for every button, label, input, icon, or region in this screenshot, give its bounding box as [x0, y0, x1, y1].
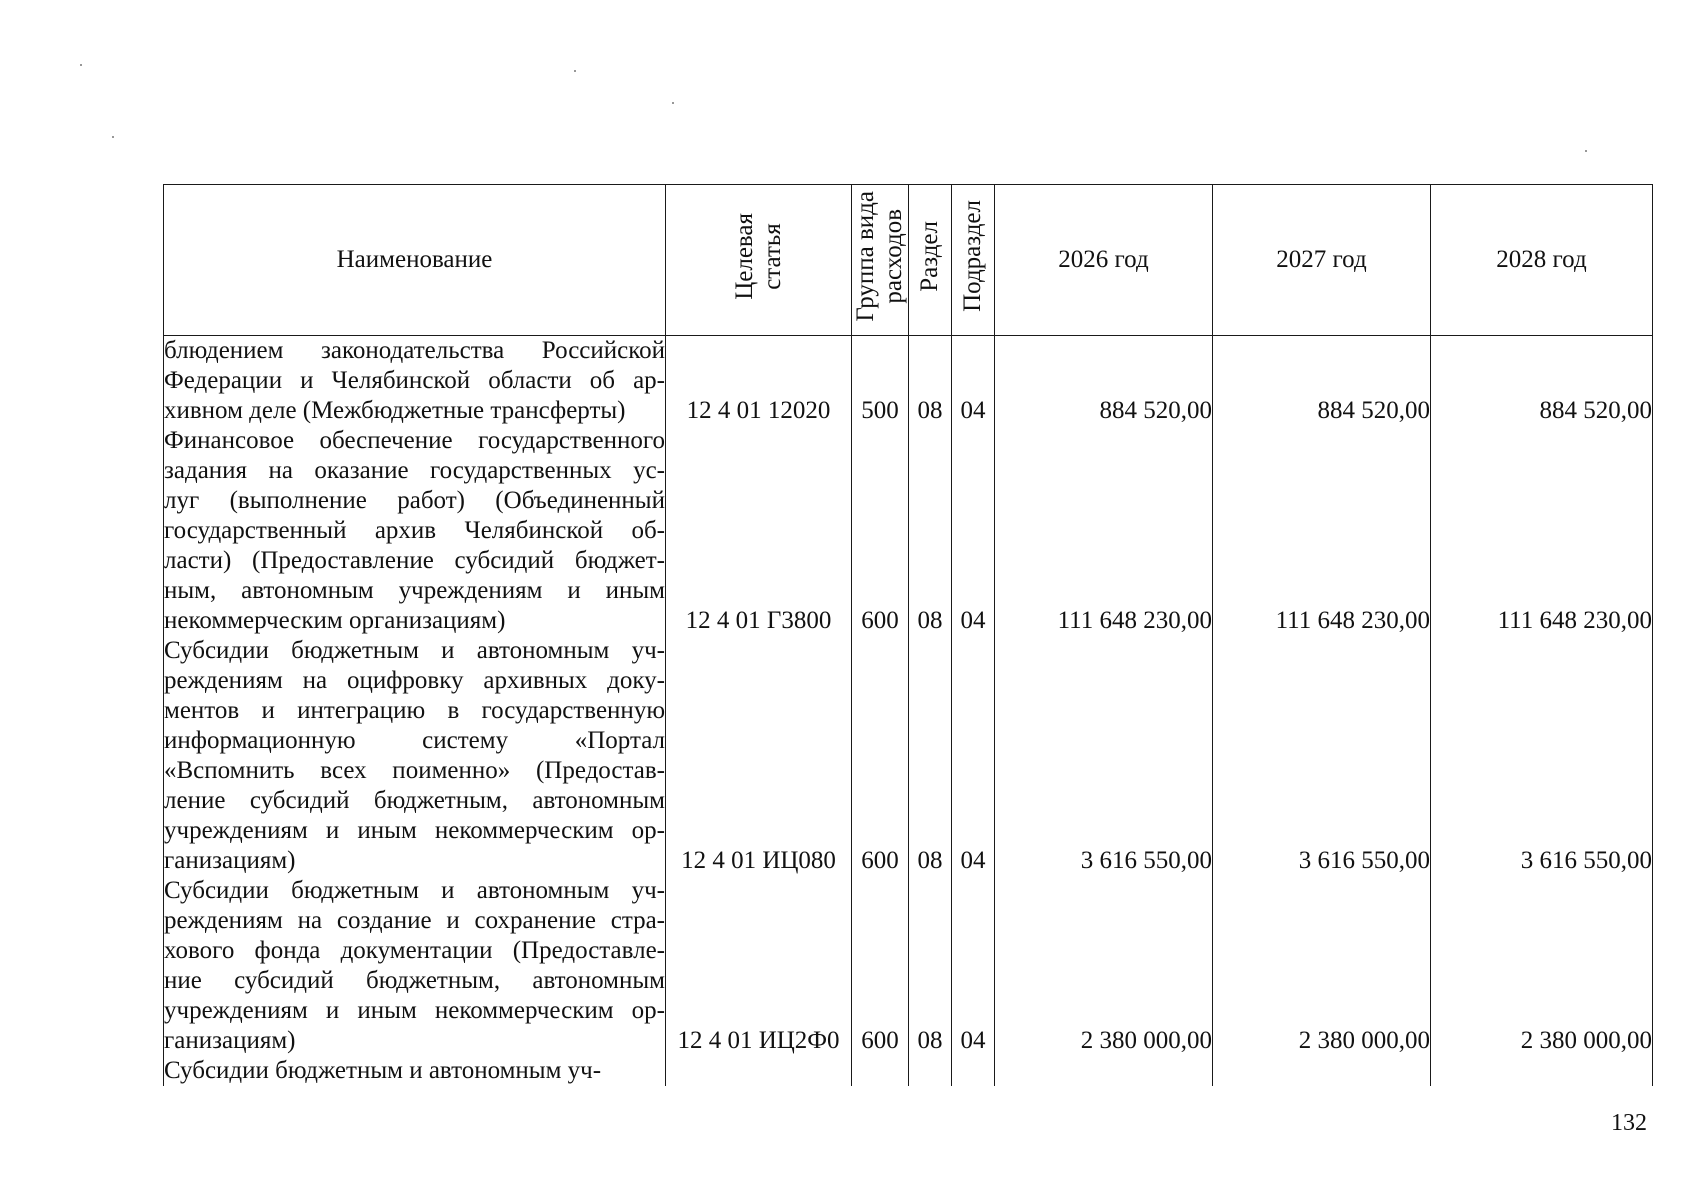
name-line: реждениям на создание и сохранение стра- [164, 907, 665, 934]
cell-expense-group: 600 [852, 876, 909, 1056]
cell-2027: 3 616 550,00 [1213, 636, 1431, 876]
page-number: 132 [1611, 1110, 1647, 1136]
cell-subsection [952, 1056, 995, 1086]
header-expense-group: Группа вида расходов [852, 185, 909, 336]
cell-target-article: 12 4 01 ИЦ2Ф0 [666, 876, 852, 1056]
table-row [164, 636, 1653, 876]
cell-subsection: 04 [952, 426, 995, 636]
header-subsection: Подраздел [952, 185, 995, 336]
budget-table [163, 184, 1653, 1086]
cell-2028: 884 520,00 [1431, 336, 1653, 427]
cell-2027: 884 520,00 [1213, 336, 1431, 427]
cell-name [164, 426, 666, 636]
name-line: информационную систему «Портал [164, 727, 665, 754]
cell-section: 08 [909, 636, 952, 876]
table-row [164, 876, 1653, 1056]
header-2026: 2026 год [995, 185, 1213, 336]
cell-name [164, 636, 666, 876]
cell-2026: 111 648 230,00 [995, 426, 1213, 636]
scan-speck [574, 70, 576, 72]
cell-target-article: 12 4 01 ИЦ080 [666, 636, 852, 876]
header-2027: 2027 год [1213, 185, 1431, 336]
cell-expense-group [852, 1056, 909, 1086]
name-line: луг (выполнение работ) (Объединенный [164, 487, 665, 514]
cell-2028 [1431, 1056, 1653, 1086]
cell-name [164, 1056, 666, 1086]
cell-target-article [666, 1056, 852, 1086]
cell-2026: 2 380 000,00 [995, 876, 1213, 1056]
cell-2028: 111 648 230,00 [1431, 426, 1653, 636]
header-2028: 2028 год [1431, 185, 1653, 336]
cell-target-article: 12 4 01 12020 [666, 336, 852, 427]
name-line: ным, автономным учреждениям и иным [164, 577, 665, 604]
name-line: ласти) (Предоставление субсидий бюджет- [164, 547, 665, 574]
name-line: Субсидии бюджетным и автономным уч- [164, 1057, 602, 1084]
table-body [164, 336, 1653, 1087]
scan-speck [112, 136, 114, 138]
name-line: учреждениям и иным некоммерческим ор- [164, 997, 665, 1024]
name-line: ление субсидий бюджетным, автономным [164, 787, 665, 814]
cell-section: 08 [909, 426, 952, 636]
name-line: хивном деле (Межбюджетные трансферты) [164, 397, 626, 424]
cell-name [164, 876, 666, 1056]
cell-2028: 2 380 000,00 [1431, 876, 1653, 1056]
name-line: «Вспомнить всех поименно» (Предостав- [164, 757, 665, 784]
table-header-row [164, 185, 1653, 336]
table-row [164, 336, 1653, 427]
cell-subsection: 04 [952, 636, 995, 876]
cell-2026: 884 520,00 [995, 336, 1213, 427]
cell-section: 08 [909, 336, 952, 427]
table-row [164, 1056, 1653, 1086]
name-line: ментов и интеграцию в государственную [164, 697, 665, 724]
name-line: хового фонда документации (Предоставле- [164, 937, 665, 964]
name-line: ние субсидий бюджетным, автономным [164, 967, 665, 994]
name-line: Субсидии бюджетным и автономным уч- [164, 637, 665, 664]
header-section: Раздел [909, 185, 952, 336]
cell-section [909, 1056, 952, 1086]
name-line: учреждениям и иным некоммерческим ор- [164, 817, 665, 844]
cell-subsection: 04 [952, 336, 995, 427]
cell-2027: 111 648 230,00 [1213, 426, 1431, 636]
table-row [164, 426, 1653, 636]
cell-2027: 2 380 000,00 [1213, 876, 1431, 1056]
scan-speck [80, 64, 82, 66]
header-name: Наименование [164, 185, 666, 336]
name-line: некоммерческим организациям) [164, 607, 506, 634]
cell-2026 [995, 1056, 1213, 1086]
name-line: ганизациям) [164, 847, 296, 874]
cell-section: 08 [909, 876, 952, 1056]
cell-2028: 3 616 550,00 [1431, 636, 1653, 876]
name-line: задания на оказание государственных ус- [164, 457, 665, 484]
scan-speck [672, 102, 674, 104]
cell-expense-group: 500 [852, 336, 909, 427]
name-line: Финансовое обеспечение государственного [164, 427, 665, 454]
cell-expense-group: 600 [852, 426, 909, 636]
name-line: реждениям на оцифровку архивных доку- [164, 667, 665, 694]
cell-target-article: 12 4 01 Г3800 [666, 426, 852, 636]
name-line: ганизациям) [164, 1027, 296, 1054]
name-line: Федерации и Челябинской области об ар- [164, 367, 665, 394]
name-line: блюдением законодательства Российской [164, 337, 665, 364]
cell-name [164, 336, 666, 427]
name-line: государственный архив Челябинской об- [164, 517, 665, 544]
scan-speck [1585, 150, 1587, 152]
cell-expense-group: 600 [852, 636, 909, 876]
name-line: Субсидии бюджетным и автономным уч- [164, 877, 665, 904]
cell-2027 [1213, 1056, 1431, 1086]
cell-subsection: 04 [952, 876, 995, 1056]
header-target-article: Целевая статья [666, 185, 852, 336]
cell-2026: 3 616 550,00 [995, 636, 1213, 876]
